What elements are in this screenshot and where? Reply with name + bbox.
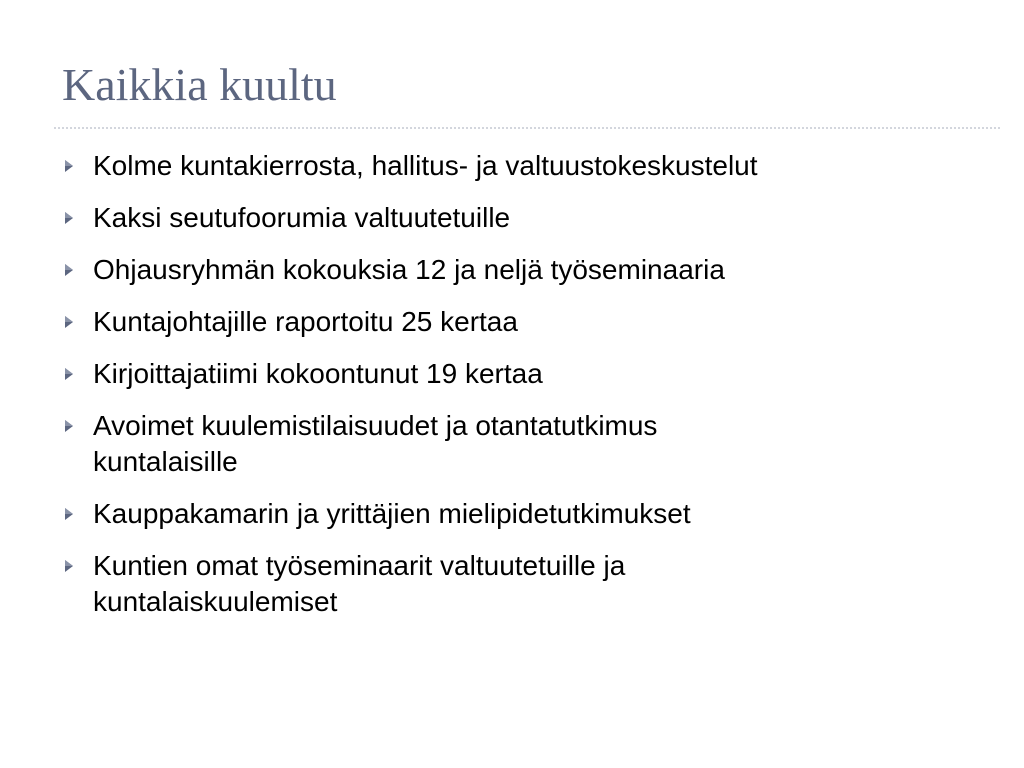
- bullet-item: [60, 408, 960, 480]
- triangle-right-icon: [60, 252, 93, 288]
- triangle-right-icon: [60, 304, 93, 340]
- bullet-item: [60, 496, 960, 532]
- bullet-text: Kaksi seutufoorumia valtuutetuille: [93, 202, 511, 233]
- title-divider: [54, 127, 1000, 129]
- slide-title: Kaikkia kuultu: [62, 59, 337, 110]
- bullet-text: Avoimet kuulemistilaisuudet ja otantatutkimus kuntalaisille: [93, 410, 658, 477]
- bullet-item: [60, 356, 960, 392]
- bullet-text: Kuntajohtajille raportoitu 25 kertaa: [93, 306, 518, 337]
- triangle-right-icon: [60, 148, 93, 184]
- bullet-item: [60, 548, 960, 620]
- triangle-right-icon: [60, 356, 93, 392]
- bullet-item: [60, 200, 960, 236]
- triangle-right-icon: [60, 496, 93, 532]
- triangle-right-icon: [60, 548, 93, 584]
- bullet-text: Kuntien omat työseminaarit valtuutetuille ja kuntalaiskuulemiset: [93, 550, 626, 617]
- bullet-text: Kauppakamarin ja yrittäjien mielipidetutkimukset: [93, 498, 691, 529]
- bullet-list: [60, 148, 960, 636]
- bullet-text: Kirjoittajatiimi kokoontunut 19 kertaa: [93, 358, 543, 389]
- bullet-text: Kolme kuntakierrosta, hallitus- ja valtuustokeskustelut: [93, 150, 758, 181]
- bullet-item: [60, 148, 960, 184]
- bullet-item: [60, 304, 960, 340]
- triangle-right-icon: [60, 408, 93, 444]
- bullet-item: [60, 252, 960, 288]
- bullet-text: Ohjausryhmän kokouksia 12 ja neljä työseminaaria: [93, 254, 725, 285]
- triangle-right-icon: [60, 200, 93, 236]
